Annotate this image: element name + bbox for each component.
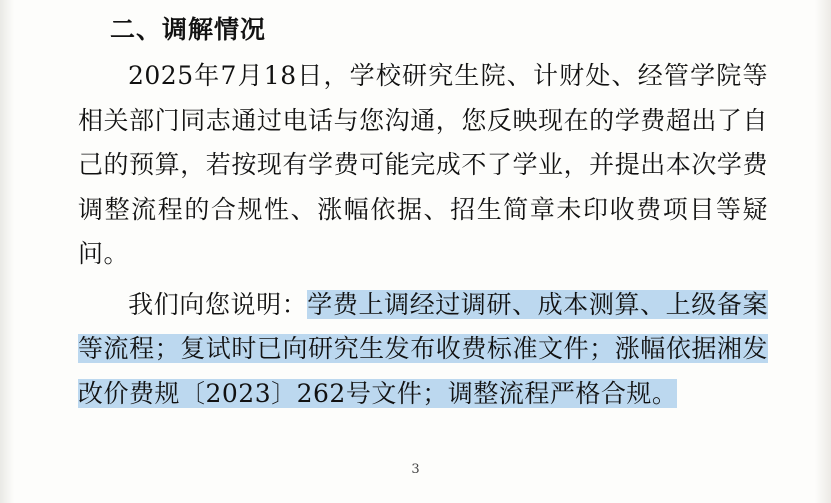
paragraph-mediation-details — [78, 54, 768, 277]
page-number: 3 — [411, 462, 420, 477]
paragraph-explanation — [78, 283, 768, 417]
paragraph-1-text: 2025年7月18日，学校研究生院、计财处、经管学院等相关部门同志通过电话与您沟通，您反映现在的学费超出了自己的预算，若按现有学费可能完成不了学业，并提出本次学费调整流程的合规性、涨幅依据、招生简章未印收费项目等疑问。 — [78, 61, 768, 268]
section-heading: 二、调解情况 — [110, 15, 267, 44]
document-body — [78, 10, 768, 416]
highlighted-text: 学费上调经过调研、成本测算、上级备案等流程；复试时已向研究生发布收费标准文件；涨幅依据湘发改价费规〔2023〕262号文件；调整流程严格合规。 — [78, 289, 768, 408]
paragraph-2-prefix: 我们向您说明： — [128, 289, 308, 319]
